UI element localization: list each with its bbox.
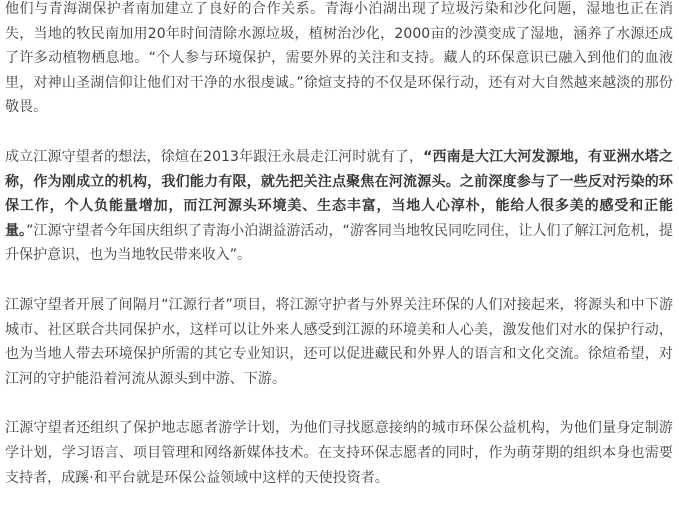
paragraph-3 (5, 293, 673, 391)
paragraph-2-quote-bold: “西南是大江大河发源地，有亚洲水塔之称，作为刚成立的机构，我们能力有限，就先把关注点聚焦在河流源头。之前深度参与了一些反对污染的环保工作，个人负能量增加，而江河源头环境美、生态丰富，当地人心淳朴，能给人很多美的感受和正能量。 (5, 148, 673, 239)
paragraph-4 (5, 416, 673, 490)
paragraph-2-outro: ”江源守望者今年国庆组织了青海小泊湖益游活动，“游客同当地牧民同吃同住，让人们了解江河危机，提升保护意识，也为当地牧民带来收入”。 (5, 222, 673, 264)
article-body (5, 0, 673, 515)
paragraph-4-text: 江源守望者还组织了保护地志愿者游学计划，为他们寻找愿意接纳的城市环保公益机构，为他们量身定制游学计划，学习语言、项目管理和网络新媒体技术。在支持环保志愿者的同时，作为萌芽期的组织本身也需要支持者，成蹊·和平台就是环保公益领域中这样的天使投资者。 (5, 420, 673, 486)
paragraph-1-text: 他们与青海湖保护者南加建立了良好的合作关系。青海小泊湖出现了垃圾污染和沙化问题，湿地也正在消失，当地的牧民南加用20年时间清除水源垃圾，植树治沙化，2000亩的沙漠变成了湿地，涵养了水源还成了许多动植物栖息地。“个人参与环境保护，需要外界的关注和支持。藏人的环保意识已融入到他们的血液里，对神山圣湖信仰让他们对干净的水很虔诚。”徐煊支持的不仅是环保行动，还有对大自然越来越淡的那份敬畏。 (5, 1, 673, 116)
paragraph-2 (5, 145, 673, 268)
paragraph-3-text: 江源守望者开展了间隔月“江源行者”项目，将江源守护者与外界关注环保的人们对接起来，将源头和中下游城市、社区联合共同保护水，这样可以让外来人感受到江源的环境美和人心美，激发他们对水的保护行动，也为当地人带去环境保护所需的其它专业知识，还可以促进藏民和外界人的语言和文化交流。徐煊希望，对江河的守护能沿着河流从源头到中游、下游。 (5, 296, 673, 387)
paragraph-1 (5, 0, 673, 120)
paragraph-2-intro: 成立江源守望者的想法，徐煊在2013年跟汪永晨走江河时就有了， (5, 148, 424, 165)
